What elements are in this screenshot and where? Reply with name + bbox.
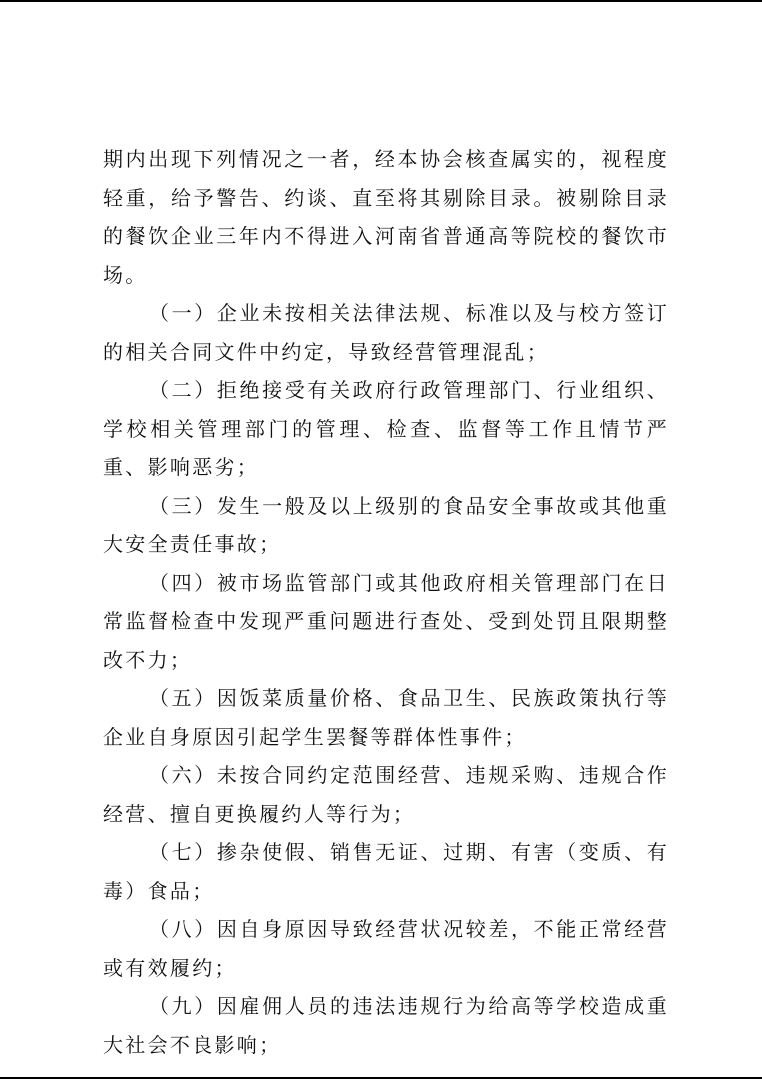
list-item-5: （五）因饭菜质量价格、食品卫生、民族政策执行等企业自身原因引起学生罢餐等群体性事件；: [103, 686, 669, 749]
list-item-3: （三）发生一般及以上级别的食品安全事故或其他重大安全责任事故；: [103, 493, 669, 556]
list-item-8: （八）因自身原因导致经营状况较差，不能正常经营或有效履约；: [103, 917, 669, 980]
paragraph-continuation: 期内出现下列情况之一者，经本协会核查属实的，视程度轻重，给予警告、约谈、直至将其剔除目录。被剔除目录的餐饮企业三年内不得进入河南省普通高等院校的餐饮市场。: [103, 147, 669, 287]
list-item-7: （七）掺杂使假、销售无证、过期、有害（变质、有毒）食品；: [103, 840, 669, 903]
document-body: [103, 140, 669, 1064]
bottom-border-line: [0, 1077, 762, 1079]
list-item-9: （九）因雇佣人员的违法违规行为给高等学校造成重大社会不良影响；: [103, 994, 669, 1057]
list-item-2: （二）拒绝接受有关政府行政管理部门、行业组织、学校相关管理部门的管理、检查、监督等工作且情节严重、影响恶劣；: [103, 378, 669, 479]
top-border-line: [0, 0, 762, 2]
list-item-4: （四）被市场监管部门或其他政府相关管理部门在日常监督检查中发现严重问题进行查处、受到处罚且限期整改不力；: [103, 570, 669, 672]
list-item-1: （一）企业未按相关法律法规、标准以及与校方签订的相关合同文件中约定，导致经营管理混乱；: [103, 301, 669, 364]
list-item-6: （六）未按合同约定范围经营、违规采购、违规合作经营、擅自更换履约人等行为；: [103, 763, 669, 826]
